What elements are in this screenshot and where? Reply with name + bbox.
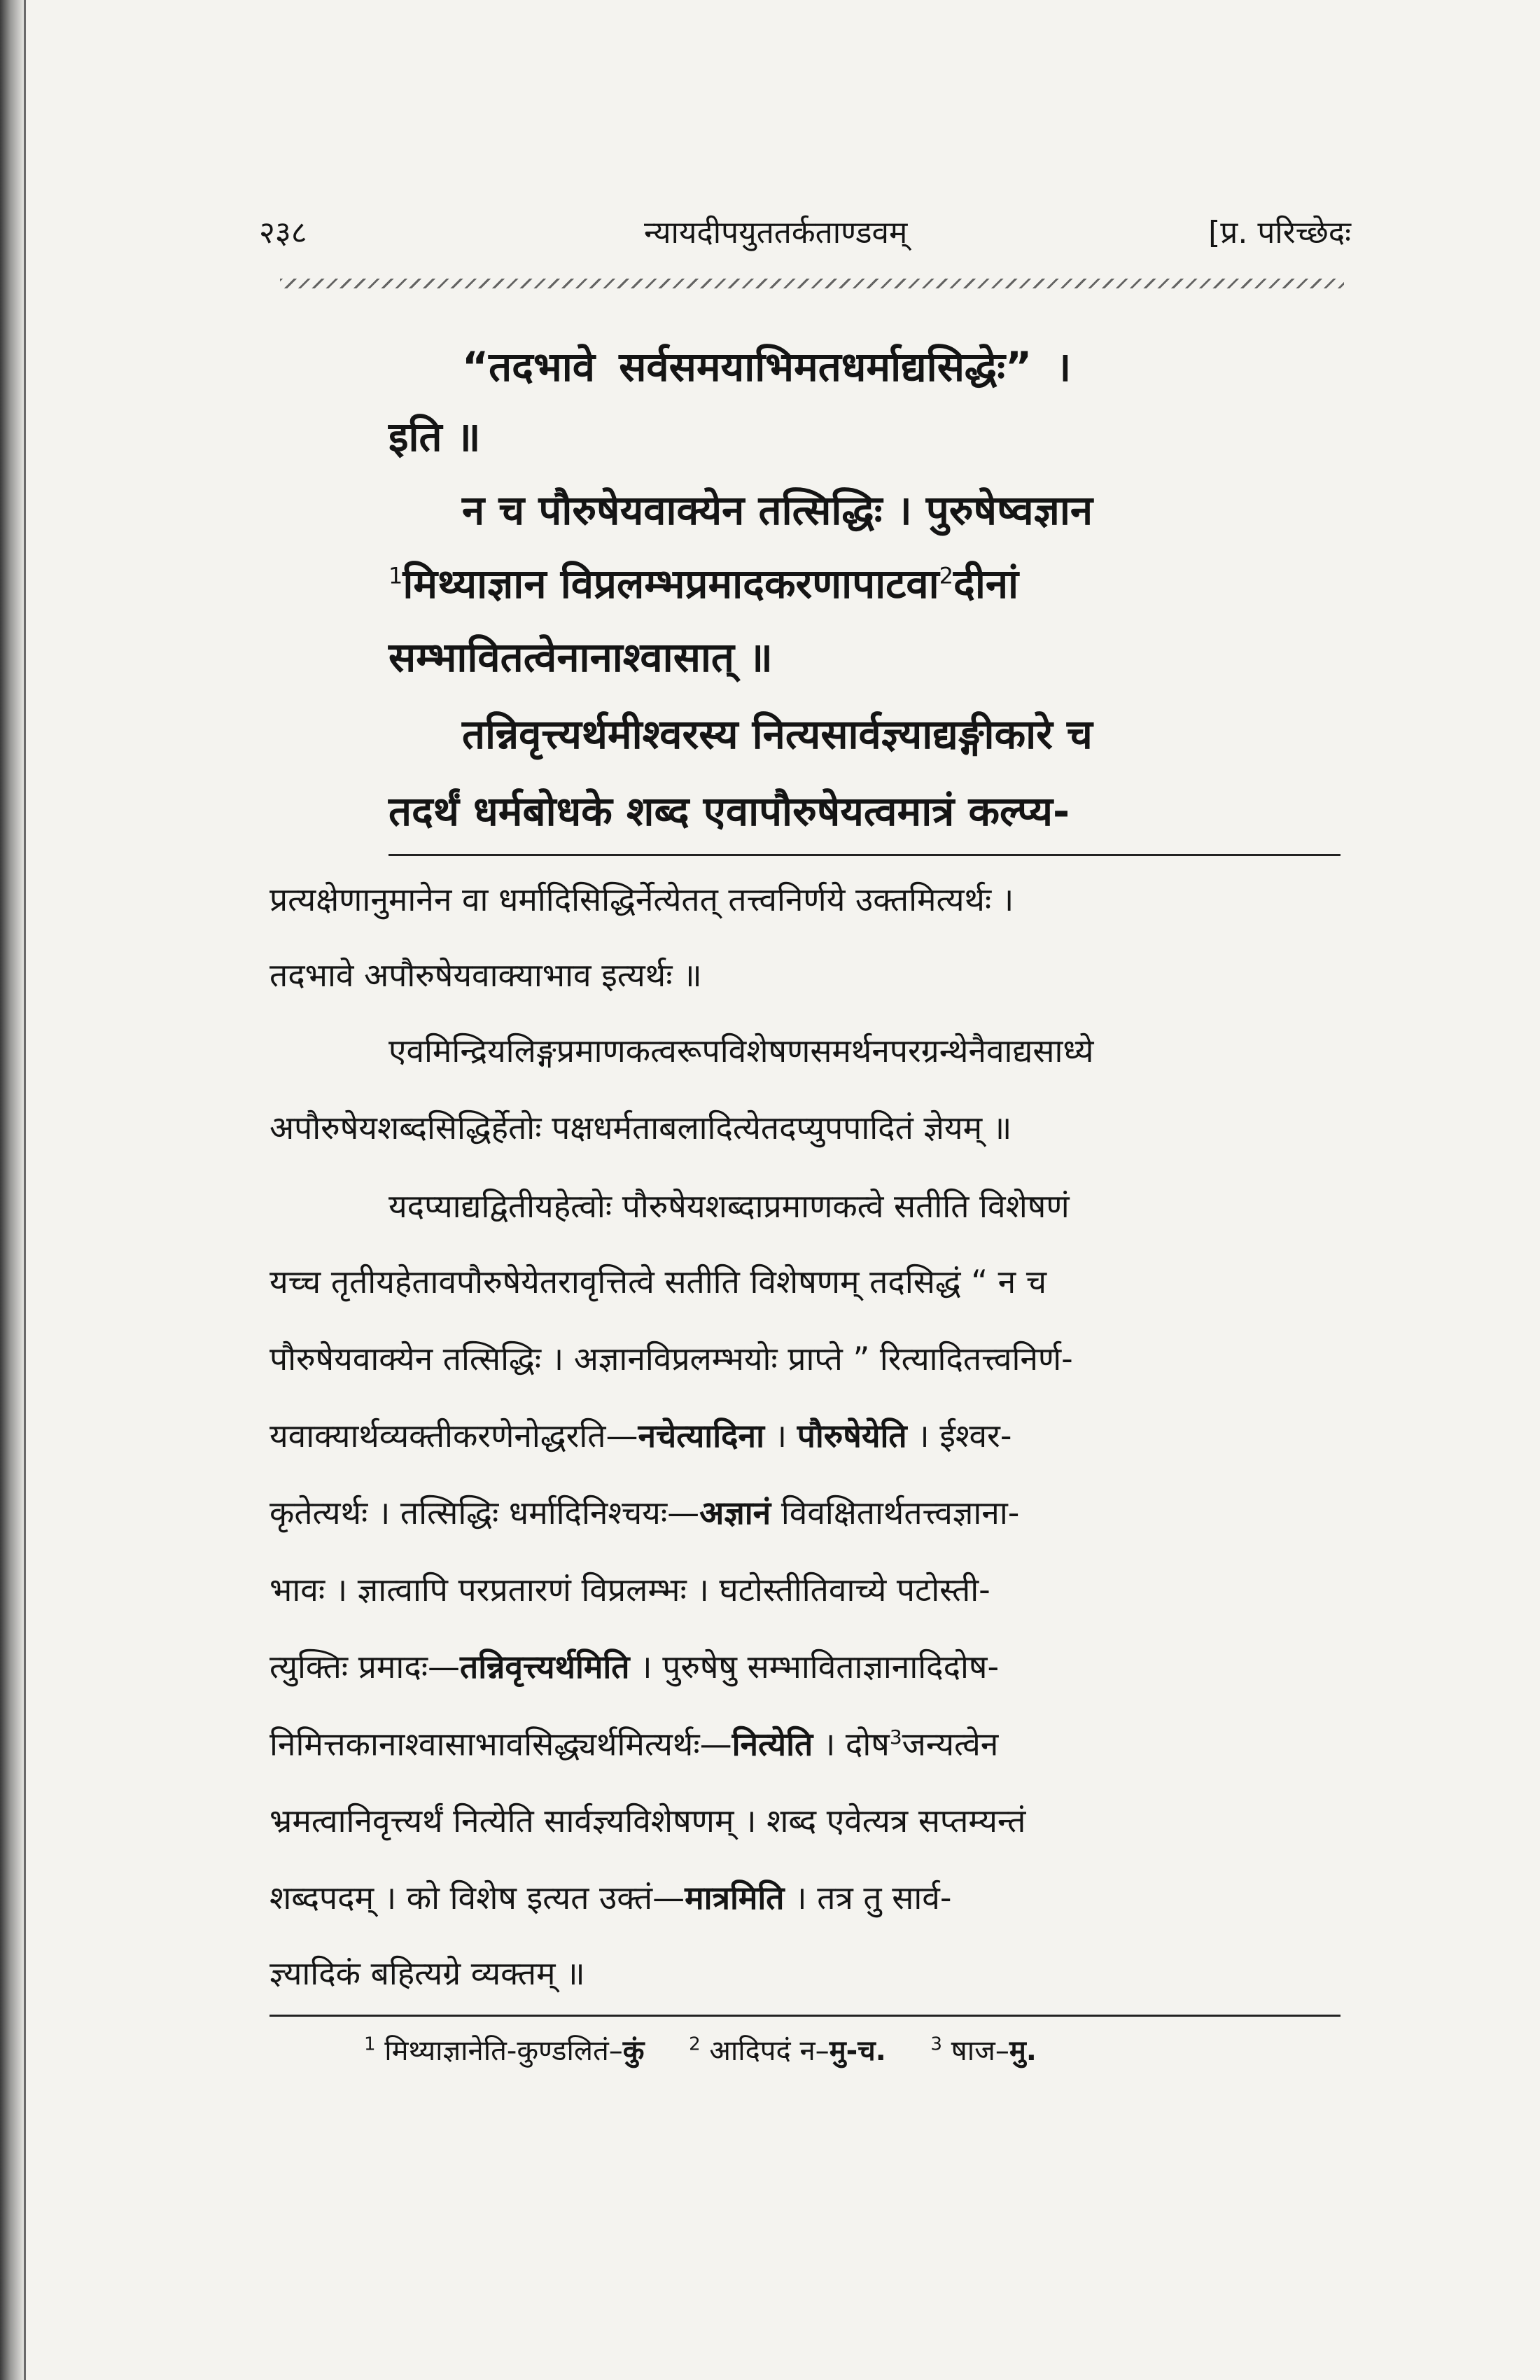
commentary-pratika: अज्ञानं (699, 1494, 771, 1532)
footnote-text: षाज– (951, 2035, 1009, 2067)
page-number: २३८ (259, 215, 307, 251)
scan-edge-line (24, 0, 26, 2380)
commentary-text: यवाक्यार्थव्यक्तीकरणेनोद्धरति— (270, 1417, 638, 1455)
scan-edge-shadow (0, 0, 27, 2380)
footnote-source: कुं (622, 2035, 645, 2067)
commentary-text: विवक्षितार्थतत्त्वज्ञाना- (771, 1494, 1020, 1532)
footnote-source: मु-च. (829, 2035, 886, 2067)
commentary-text: । (764, 1417, 797, 1455)
commentary-line: अपौरुषेयशब्दसिद्धिर्हेतोः पक्षधर्मताबलादित्येतदप्युपपादितं ज्ञेयम् ॥ (270, 1109, 1012, 1147)
verse-text: मिथ्याज्ञान विप्रलम्भप्रमादकरणापाटवा (402, 560, 939, 608)
commentary-text: । ईश्वर- (906, 1417, 1012, 1455)
footnote-source: मु. (1009, 2035, 1037, 2067)
footnote-ref: 3 (889, 1726, 902, 1749)
commentary-text: त्युक्तिः प्रमादः— (270, 1648, 461, 1686)
commentary-line: एवमिन्द्रियलिङ्गप्रमाणकत्वरूपविशेषणसमर्थनपरग्रन्थेनैवाद्यसाध्ये (388, 1032, 1094, 1070)
footnote-ref: 1 (388, 562, 403, 589)
footnote-number: 3 (930, 2033, 942, 2055)
verse-line: “तदभावे सर्वसमयाभिमतधर्माद्यसिद्धेः” । (462, 343, 1072, 391)
verse-line: न च पौरुषेयवाक्येन तत्सिद्धिः । पुरुषेष्वज्ञान (462, 486, 1093, 534)
running-title: न्यायदीपयुततर्कताण्डवम् (644, 215, 908, 251)
commentary-line: यदप्याद्यद्वितीयहेत्वोः पौरुषेयशब्दाप्रमाणकत्वे सतीति विशेषणं (388, 1187, 1070, 1225)
commentary-pratika: मात्रमिति (685, 1879, 785, 1917)
verse-line (388, 560, 1326, 608)
verse-line: इति ॥ (388, 413, 481, 461)
footnote-number: 1 (364, 2033, 376, 2055)
footnote-divider (270, 2015, 1340, 2017)
commentary-text: जन्यत्वेन (902, 1725, 999, 1763)
commentary-line (270, 1417, 1362, 1455)
commentary-line: तदभावे अपौरुषेयवाक्याभाव इत्यर्थः ॥ (270, 956, 702, 994)
commentary-line: ज्ञ्यादिकं बहित्यग्रे व्यक्तम् ॥ (270, 1954, 585, 1992)
commentary-pratika: नचेत्यादिना (638, 1417, 764, 1455)
header-wavy-rule (280, 279, 1344, 288)
footnote-text: आदिपदं न– (709, 2035, 830, 2067)
commentary-line: भ्रमत्वानिवृत्त्यर्थं नित्येति सार्वज्ञ्यविशेषणम् । शब्द एवेत्यत्र सप्तम्यन्तं (270, 1802, 1026, 1840)
footnote-number: 2 (689, 2033, 701, 2055)
commentary-line: पौरुषेयवाक्येन तत्सिद्धिः । अज्ञानविप्रलम्भयोः प्राप्ते ” रित्यादितत्त्वनिर्ण- (270, 1340, 1073, 1378)
commentary-line (270, 1879, 1362, 1917)
commentary-line (270, 1648, 1362, 1686)
commentary-line (270, 1494, 1362, 1532)
footnote-text: मिथ्याज्ञानेति-कुण्डलितं– (384, 2035, 623, 2067)
commentary-line: यच्च तृतीयहेतावपौरुषेयेतरावृत्तित्वे सतीति विशेषणम् तदसिद्धं “ न च (270, 1263, 1047, 1301)
commentary-text: निमित्तकानाश्वासाभावसिद्ध्यर्थमित्यर्थः— (270, 1725, 732, 1763)
commentary-text: । दोष (813, 1725, 890, 1763)
section-label: [प्र. परिच्छेदः (1208, 215, 1351, 251)
verse-line: तदर्थं धर्मबोधके शब्द एवापौरुषेयत्वमात्रं कल्प्य- (388, 788, 1070, 835)
commentary-text: शब्दपदम् । को विशेष इत्यत उक्तं— (270, 1879, 685, 1917)
verse-line: तन्निवृत्त्यर्थमीश्वरस्य नित्यसार्वज्ञ्याद्यङ्गीकारे च (462, 710, 1093, 758)
commentary-text: । पुरुषेषु सम्भाविताज्ञानादिदोष- (629, 1648, 1000, 1686)
commentary-pratika: नित्येति (732, 1725, 813, 1763)
commentary-text: । तत्र तु सार्व- (784, 1879, 952, 1917)
commentary-text: कृतेत्यर्थः । तत्सिद्धिः धर्मादिनिश्चयः— (270, 1494, 700, 1532)
footnotes (364, 2030, 1358, 2068)
commentary-line: भावः । ज्ञात्वापि परप्रतारणं विप्रलम्भः । घटोस्तीतिवाच्ये पटोस्ती- (270, 1571, 990, 1609)
running-header (259, 210, 1351, 266)
commentary-pratika: पौरुषेयेति (797, 1417, 907, 1455)
commentary-pratika: तन्निवृत्त्यर्थमिति (460, 1648, 630, 1686)
commentary-line (270, 1725, 1362, 1763)
footnote-ref: 2 (939, 562, 954, 589)
verse-line: सम्भावितत्वेनानाश्वासात् ॥ (388, 634, 773, 681)
commentary-line: प्रत्यक्षेणानुमानेन वा धर्मादिसिद्धिर्नेत्येतत् तत्त्वनिर्णये उक्तमित्यर्थः । (270, 881, 1014, 918)
verse-commentary-divider (388, 854, 1340, 856)
verse-text: दीनां (953, 560, 1019, 608)
